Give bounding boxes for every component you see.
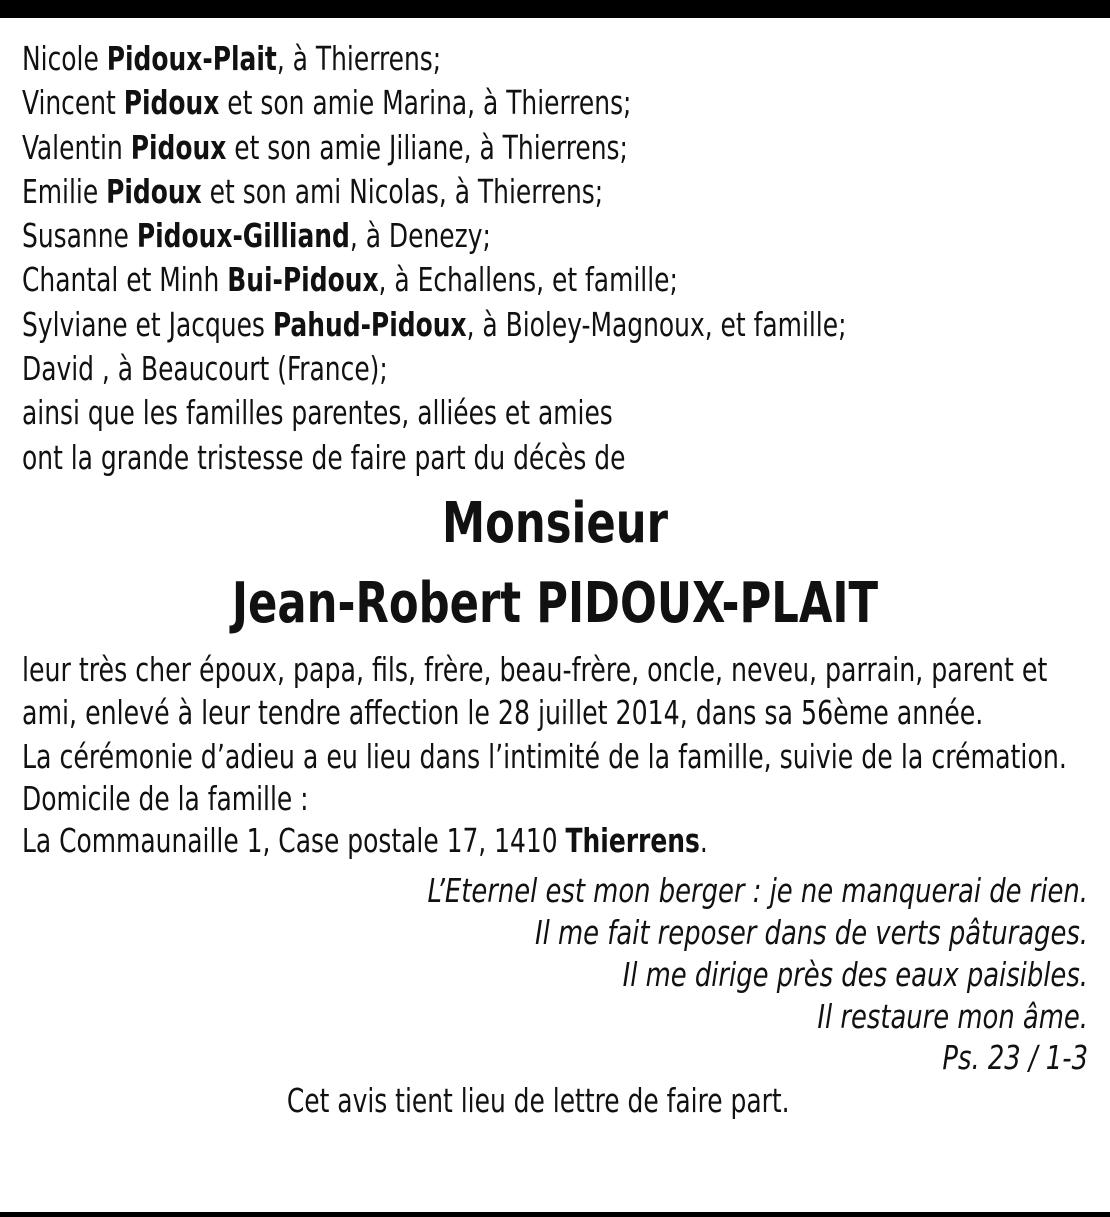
domicile-town: Thierrens — [565, 821, 700, 861]
closing-note: Cet avis tient lieu de lettre de faire part. — [286, 1080, 790, 1120]
bottom-rule — [0, 1212, 1110, 1217]
deceased-title: Monsieur — [441, 490, 669, 556]
family-surname: Pidoux — [106, 171, 202, 211]
family-line: Chantal et Minh Bui-Pidoux, à Echallens, et famille; — [22, 260, 678, 300]
psalm-quote — [22, 870, 1088, 1079]
family-surname: Bui-Pidoux — [227, 260, 379, 300]
domicile-label: Domicile de la famille : — [22, 779, 309, 819]
intro-line: ainsi que les familles parentes, alliées et amies — [22, 393, 613, 433]
top-rule — [0, 0, 1110, 18]
intro-line: ont la grande tristesse de faire part du décès de — [22, 437, 626, 477]
description-paragraph: leur très cher époux, papa, fils, frère, beau-frère, oncle, neveu, parrain, parent et ami, enlevé à leur tendre affection le 28 juillet 2014, dans sa 56ème année. — [22, 649, 1048, 733]
psalm-reference: Ps. 23 / 1-3 — [942, 1038, 1088, 1078]
deceased-name: Jean-Robert PIDOUX-PLAIT — [231, 570, 879, 636]
family-line: Vincent Pidoux et son amie Marina, à Thierrens; — [22, 83, 632, 123]
family-line: Susanne Pidoux-Gilliand, à Denezy; — [22, 216, 491, 256]
family-list — [22, 37, 1088, 480]
domicile-address: La Commaunaille 1, Case postale 17, 1410 Thierrens. — [22, 821, 708, 861]
family-line: Nicole Pidoux-Plait, à Thierrens; — [22, 39, 442, 78]
psalm-line: Il me fait reposer dans de verts pâturages. — [535, 913, 1088, 953]
psalm-line: L’Eternel est mon berger : je ne manquerai de rien. — [427, 871, 1088, 911]
family-line: David , à Beaucourt (France); — [22, 349, 388, 389]
family-line: Valentin Pidoux et son amie Jiliane, à Thierrens; — [22, 127, 628, 167]
obituary-notice — [22, 37, 1088, 1123]
family-surname: Pidoux — [130, 127, 227, 167]
family-surname: Pahud-Pidoux — [272, 304, 467, 344]
psalm-line: Il restaure mon âme. — [817, 996, 1088, 1036]
family-line: Emilie Pidoux et son ami Nicolas, à Thierrens; — [22, 171, 604, 211]
family-line: Sylviane et Jacques Pahud-Pidoux, à Bioley-Magnoux, et famille; — [22, 304, 847, 344]
family-surname: Pidoux — [123, 83, 220, 123]
family-surname: Pidoux-Plait — [106, 39, 277, 78]
psalm-line: Il me dirige près des eaux paisibles. — [622, 954, 1088, 994]
family-surname: Pidoux-Gilliand — [136, 216, 350, 256]
ceremony-paragraph: La cérémonie d’adieu a eu lieu dans l’intimité de la famille, suivie de la crémation. — [22, 736, 1067, 776]
